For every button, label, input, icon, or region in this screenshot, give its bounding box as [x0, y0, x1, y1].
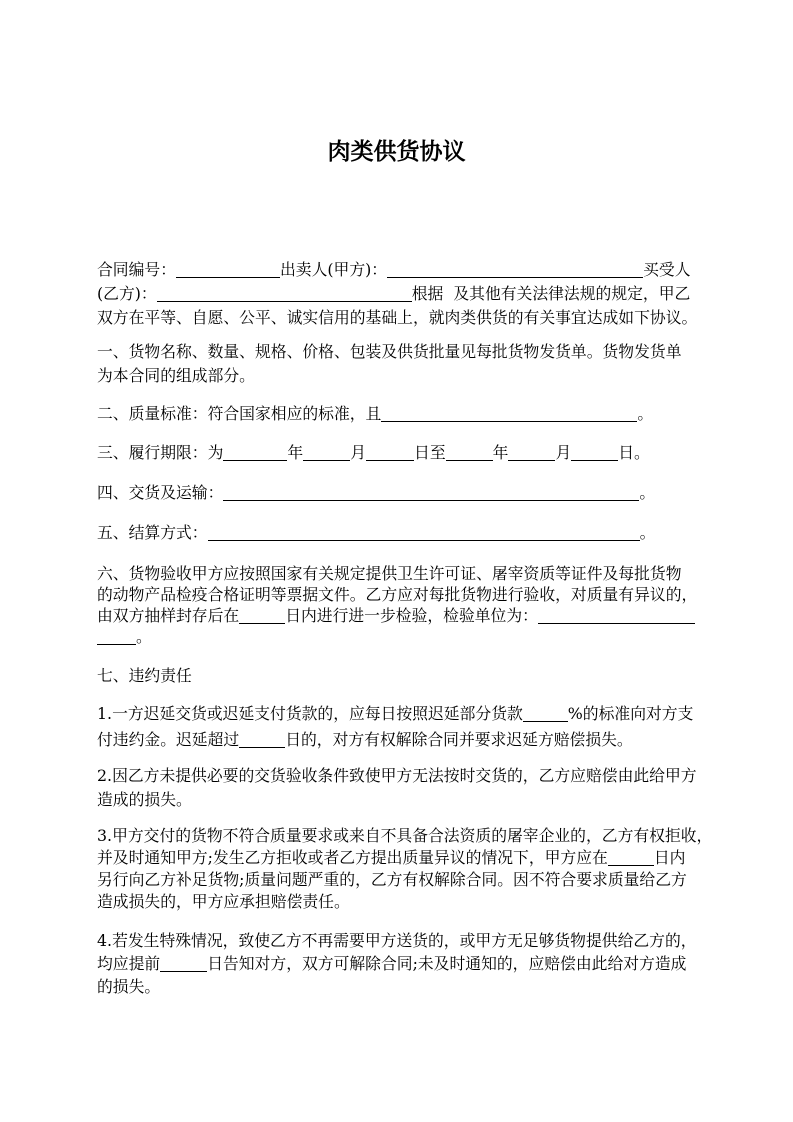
basis-text: 根据 及其他有关法律法规的规定，甲乙 — [411, 284, 691, 303]
clause-text: 日至 — [414, 443, 446, 462]
text-line — [97, 869, 727, 891]
clause-3 — [97, 441, 727, 465]
clause-text: 日的，对方有权解除合同并要求迟延方赔偿损失。 — [285, 730, 633, 749]
breach-item-3 — [97, 825, 727, 913]
delay-days-blank — [239, 733, 285, 748]
clause-text: 六、货物验收甲方应按照国家有关规定提供卫生许可证、屠宰资质等证件及每批货物 — [97, 564, 682, 583]
text-line — [97, 664, 727, 688]
text-line — [97, 626, 727, 647]
inspection-days-blank — [239, 609, 285, 624]
clause-text: %的标准向对方支 — [567, 704, 694, 723]
clause-text: 另行向乙方补足货物;质量问题严重的，乙方有权解除合同。因不符合要求质量给乙方 — [97, 870, 687, 889]
quality-standard-blank — [381, 407, 637, 422]
text-line — [97, 521, 727, 545]
breach-item-2 — [97, 764, 727, 812]
buyer-label: 买受人 — [643, 260, 691, 279]
clause-text: 2.因乙方未提供必要的交货验收条件致使甲方无法按时交货的，乙方应赔偿由此给甲方 — [97, 766, 697, 785]
breach-item-4 — [97, 929, 727, 998]
document-title: 肉类供货协议 — [327, 139, 466, 165]
clause-text: 年 — [492, 443, 509, 462]
clause-text: 二、质量标准：符合国家相应的标准，且 — [97, 404, 382, 423]
clause-7-heading — [97, 664, 727, 688]
clause-2 — [97, 402, 727, 426]
text-line — [97, 306, 727, 330]
notice-days-blank — [160, 957, 207, 972]
clause-text: 月 — [350, 443, 367, 462]
text-line — [97, 825, 727, 847]
clause-text: 由双方抽样封存后在 — [97, 606, 240, 625]
clause-text: 造成的损失。 — [97, 790, 192, 809]
text-line — [97, 764, 727, 788]
clause-text: 三、履行期限：为 — [97, 443, 224, 462]
clause-text: 月 — [555, 443, 572, 462]
settlement-method-blank — [208, 526, 640, 541]
clause-6 — [97, 563, 727, 647]
clause-text: 为本合同的组成部分。 — [97, 366, 255, 385]
buyer-name-blank — [157, 287, 412, 302]
contract-number-blank — [176, 263, 280, 278]
text-line — [97, 282, 727, 306]
text-line — [97, 441, 727, 465]
clause-text: 造成损失的，甲方应承担赔偿责任。 — [97, 892, 350, 911]
replenish-days-blank — [608, 851, 654, 866]
clause-text: 。 — [136, 627, 152, 646]
end-year-blank — [446, 446, 493, 461]
text-line — [97, 847, 727, 869]
clause-text: 的损失。 — [97, 977, 161, 996]
clause-text: 。 — [637, 404, 654, 423]
breach-item-1 — [97, 701, 727, 753]
clause-5 — [97, 521, 727, 545]
clause-text: 四、交货及运输： — [97, 483, 224, 502]
clause-1 — [97, 340, 727, 388]
clause-text: 付违约金。迟延超过 — [97, 730, 240, 749]
clause-text: 4.若发生特殊情况，致使乙方不再需要甲方送货的，或甲方无足够货物提供给乙方的， — [97, 931, 697, 950]
penalty-rate-blank — [523, 707, 568, 722]
text-line — [97, 701, 727, 727]
text-line — [97, 975, 727, 998]
start-day-blank — [366, 446, 414, 461]
delivery-transport-blank — [223, 486, 639, 501]
clause-text: 的动物产品检疫合格证明等票据文件。乙方应对每批货物进行验收，对质量有异议的， — [97, 585, 698, 604]
clause-text: 。 — [639, 483, 656, 502]
preamble — [97, 258, 727, 330]
start-year-blank — [223, 446, 287, 461]
text-line — [97, 258, 727, 282]
clause-4 — [97, 481, 727, 505]
text-line — [97, 364, 727, 388]
clause-text: 1.一方迟延交货或迟延支付货款的，应每日按照迟延部分货款 — [97, 704, 523, 723]
clause-text: 日内进行进一步检验，检验单位为： — [285, 606, 538, 625]
text-line — [97, 929, 727, 952]
clause-text: 均应提前 — [97, 954, 161, 973]
seller-name-blank — [387, 263, 643, 278]
inspection-unit-blank — [538, 609, 695, 624]
buyer-label-cont: (乙方)： — [97, 284, 157, 303]
end-month-blank — [508, 446, 555, 461]
section-heading: 七、违约责任 — [97, 666, 192, 685]
text-line — [97, 402, 727, 426]
text-line — [97, 891, 727, 913]
text-line — [97, 952, 727, 975]
text-line — [97, 584, 727, 605]
clause-text: 五、结算方式： — [97, 523, 208, 542]
clause-text: 日。 — [618, 443, 650, 462]
preamble-text: 双方在平等、自愿、公平、诚实信用的基础上，就肉类供货的有关事宜达成如下协议。 — [97, 308, 698, 327]
text-line — [97, 788, 727, 812]
seller-label: 出卖人(甲方)： — [280, 260, 388, 279]
contract-number-label: 合同编号： — [97, 260, 176, 279]
clause-text: 日告知对方，双方可解除合同;未及时通知的，应赔偿由此给对方造成 — [207, 954, 687, 973]
text-line — [97, 340, 727, 364]
clause-text: 年 — [287, 443, 304, 462]
start-month-blank — [303, 446, 350, 461]
end-day-blank — [571, 446, 618, 461]
clause-text: 日内 — [653, 848, 686, 867]
inspection-unit-blank-cont — [97, 630, 136, 645]
clause-text: 。 — [639, 523, 656, 542]
text-line — [97, 605, 727, 626]
text-line — [97, 727, 727, 753]
clause-text: 3.甲方交付的货物不符合质量要求或来自不具备合法资质的屠宰企业的，乙方有权拒收， — [97, 826, 713, 845]
text-line — [97, 563, 727, 584]
clause-text: 并及时通知甲方;发生乙方拒收或者乙方提出质量异议的情况下，甲方应在 — [97, 848, 608, 867]
clause-text: 一、货物名称、数量、规格、价格、包装及供货批量见每批货物发货单。货物发货单 — [97, 342, 682, 361]
text-line — [97, 481, 727, 505]
